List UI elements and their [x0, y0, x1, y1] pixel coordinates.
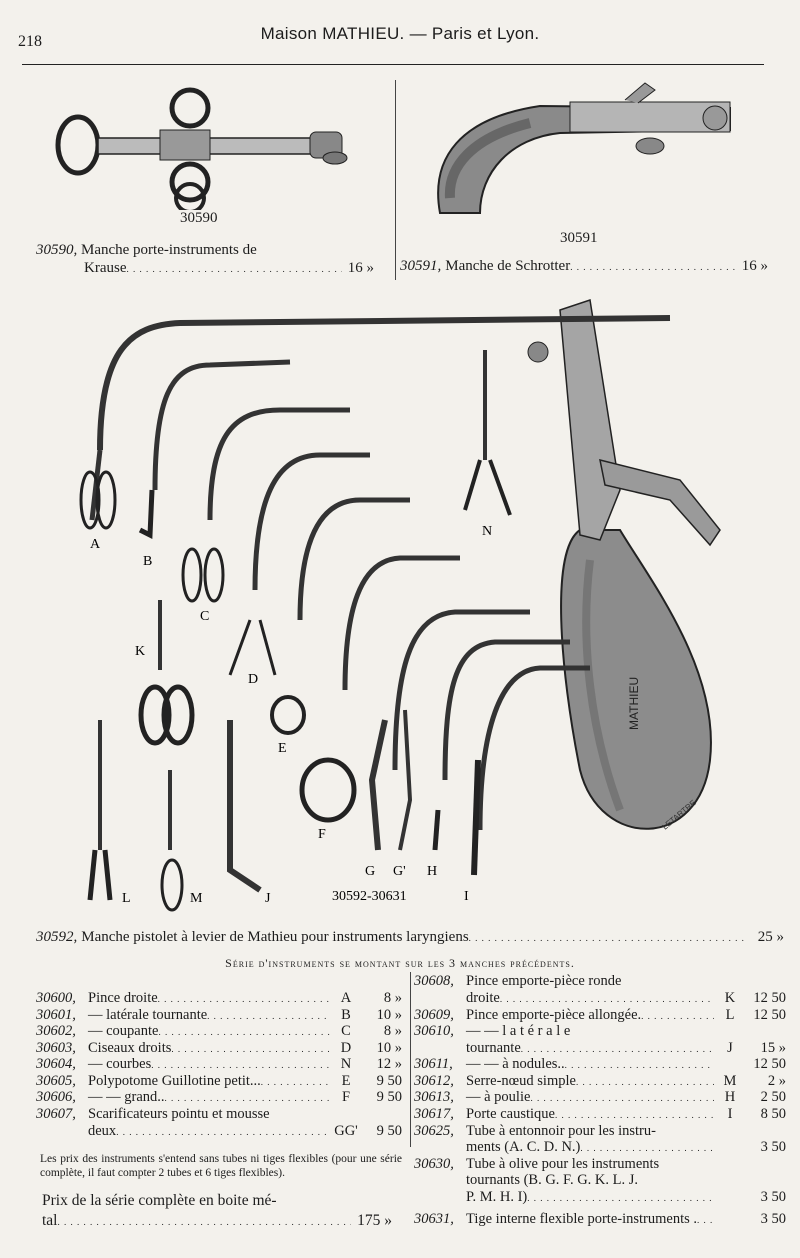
- figure-label-h: H: [427, 864, 438, 879]
- item-code: 30590,: [36, 242, 78, 258]
- item-price: 10 »: [376, 1007, 402, 1023]
- item-code: 30608,: [414, 973, 454, 989]
- item-code: 30607,: [36, 1106, 76, 1122]
- item-text: Tige interne flexible porte-instruments .: [466, 1211, 698, 1227]
- complete-series-label: tal: [42, 1212, 58, 1229]
- figure-number-30590: 30590: [180, 210, 218, 226]
- handle-engraving-text: MATHIEU: [627, 676, 641, 730]
- figure-label-b: B: [143, 554, 153, 569]
- item-code: 30611,: [414, 1056, 453, 1072]
- figure-label-e: E: [278, 741, 287, 756]
- item-code: 30630,: [414, 1156, 454, 1172]
- item-text: — — l a t é r a l e: [466, 1023, 571, 1039]
- item-text: Pince emporte-pièce ronde: [466, 973, 622, 989]
- item-price: 12 »: [376, 1056, 402, 1072]
- item-price: 9 50: [376, 1073, 402, 1089]
- item-letter: N: [340, 1056, 352, 1072]
- laryngeal-instruments-illustration: [60, 290, 750, 920]
- item-price: 15 »: [760, 1040, 786, 1056]
- item-code: 30613,: [414, 1089, 454, 1105]
- item-price: 9 50: [376, 1089, 402, 1105]
- figure-label-f: F: [318, 827, 326, 842]
- item-text: ments (A. C. D. N.): [466, 1139, 581, 1155]
- price-note: Les prix des instruments s'entend sans tubes ni tiges flexibles (pour une série complète, il faut compter 2 tubes et 6 tiges flexibles).: [40, 1153, 402, 1179]
- item-letter: I: [727, 1106, 733, 1122]
- complete-series-line2: [42, 1212, 392, 1230]
- item-title: Manche de Schrotter: [445, 258, 571, 274]
- item-price: 3 50: [760, 1189, 786, 1205]
- item-code: 30591,: [400, 258, 442, 274]
- header-rule: [22, 64, 764, 65]
- item-price: 16 »: [347, 260, 374, 276]
- item-letter: A: [340, 990, 352, 1006]
- left_column-row: [36, 1122, 402, 1141]
- item-letter: E: [341, 1073, 351, 1089]
- series-heading: Série d'instruments se montant sur les 3 manches précédents.: [225, 956, 575, 970]
- item-price: 2 50: [760, 1089, 786, 1105]
- figure-number-30591: 30591: [560, 230, 598, 246]
- item-letter: L: [725, 1007, 735, 1023]
- item-price: 8 »: [383, 990, 402, 1006]
- item-letter: D: [340, 1040, 352, 1056]
- item-letter: C: [341, 1023, 351, 1039]
- item-price: 3 50: [760, 1211, 786, 1227]
- item-code: 30600,: [36, 990, 76, 1006]
- item-code: 30610,: [414, 1023, 454, 1039]
- item-text: — à poulie: [466, 1089, 531, 1105]
- item-code: 30592,: [36, 929, 78, 945]
- right_column-row: [414, 972, 786, 990]
- item-price: 25 »: [757, 929, 784, 945]
- schrotter-handle-illustration: [430, 78, 740, 228]
- item-text: Tube à olive pour les instruments: [466, 1156, 660, 1172]
- figure-label-d: D: [248, 672, 259, 687]
- item-text: Tube à entonnoir pour les instru-: [466, 1123, 656, 1139]
- figure-label-m: M: [190, 891, 203, 906]
- item-title: Manche porte-instruments de: [81, 242, 257, 258]
- column-divider-top: [395, 80, 396, 280]
- figure-label-g: G: [365, 864, 376, 879]
- figure-label-l: L: [122, 891, 131, 906]
- item-text: deux: [88, 1123, 117, 1139]
- item-price: 12 50: [753, 1007, 786, 1023]
- item-text: — — à nodules..: [466, 1056, 565, 1072]
- item-text: Porte caustique: [466, 1106, 555, 1122]
- item-text: droite: [466, 990, 500, 1006]
- item-code: 30605,: [36, 1073, 76, 1089]
- page-number: 218: [18, 33, 42, 50]
- item-price: 3 50: [760, 1139, 786, 1155]
- figure-label-n: N: [482, 524, 493, 539]
- item-letter: B: [341, 1007, 351, 1023]
- item-letter: H: [724, 1089, 736, 1105]
- right_column-row: [414, 1210, 786, 1229]
- right_column-row: [414, 1171, 786, 1189]
- item-letter: J: [727, 1040, 733, 1056]
- engraver-signature-text: LETARTRE: [660, 798, 698, 832]
- item-text: tournante: [466, 1040, 521, 1056]
- item-text: tournants (B. G. F. G. K. L. J.: [466, 1172, 639, 1188]
- right_column-row: [414, 1188, 786, 1207]
- item-text: Serre-nœud simple: [466, 1073, 576, 1089]
- item-code: 30631,: [414, 1211, 454, 1227]
- item-text: — coupante: [88, 1023, 159, 1039]
- item-text: Pince emporte-pièce allongée.: [466, 1007, 642, 1023]
- item-text: — — grand..: [88, 1089, 165, 1105]
- item-code: 30625,: [414, 1123, 454, 1139]
- item-price: 8 »: [383, 1023, 402, 1039]
- item-price: 12 50: [753, 990, 786, 1006]
- item-letter: M: [723, 1073, 737, 1089]
- figure-label-c: C: [200, 609, 210, 624]
- item-text: Pince droite: [88, 990, 158, 1006]
- item-price: 12 50: [753, 1056, 786, 1072]
- figure-label-a: A: [90, 537, 101, 552]
- item-letter: K: [724, 990, 736, 1006]
- item-title: Manche pistolet à levier de Mathieu pour instruments laryngiens: [81, 929, 469, 945]
- item-text: Scarificateurs pointu et mousse: [88, 1106, 270, 1122]
- right_column-row: [414, 1022, 786, 1040]
- item-price: 10 »: [376, 1040, 402, 1056]
- item-code: 30612,: [414, 1073, 454, 1089]
- item-code: 30602,: [36, 1023, 76, 1039]
- item-text: — courbes: [88, 1056, 152, 1072]
- figure-range-label: 30592-30631: [332, 889, 407, 904]
- figure-label-g-prime: G': [393, 864, 406, 879]
- item-title-cont: Krause: [84, 260, 127, 276]
- item-code: 30609,: [414, 1007, 454, 1023]
- column-divider-list: [410, 972, 411, 1147]
- item-code: 30603,: [36, 1040, 76, 1056]
- item-30591: [400, 258, 768, 275]
- page-header: Maison MATHIEU. — Paris et Lyon.: [260, 24, 540, 43]
- item-30592: [36, 929, 784, 946]
- item-price: 8 50: [760, 1106, 786, 1122]
- figure-label-j: J: [265, 891, 271, 906]
- item-30590-line2: [84, 260, 374, 277]
- item-code: 30604,: [36, 1056, 76, 1072]
- left_column-row: [36, 1105, 402, 1123]
- item-letter: F: [341, 1089, 351, 1105]
- item-text: — latérale tournante: [88, 1007, 208, 1023]
- item-code: 30601,: [36, 1007, 76, 1023]
- complete-series-price: 175 »: [357, 1212, 392, 1229]
- item-price: 16 »: [741, 258, 768, 274]
- item-letter: GG': [334, 1123, 358, 1139]
- figure-label-i: I: [464, 889, 469, 904]
- item-price: 2 »: [767, 1073, 786, 1089]
- item-30590-line1: [36, 242, 257, 259]
- item-price: 9 50: [376, 1123, 402, 1139]
- krause-handle-illustration: [50, 80, 350, 210]
- complete-series-line1: Prix de la série complète en boite mé-: [42, 1192, 277, 1209]
- item-code: 30617,: [414, 1106, 454, 1122]
- item-text: P. M. H. I): [466, 1189, 528, 1205]
- item-text: Ciseaux droits: [88, 1040, 172, 1056]
- item-text: Polypotome Guillotine petit...: [88, 1073, 261, 1089]
- item-code: 30606,: [36, 1089, 76, 1105]
- figure-label-k: K: [135, 644, 146, 659]
